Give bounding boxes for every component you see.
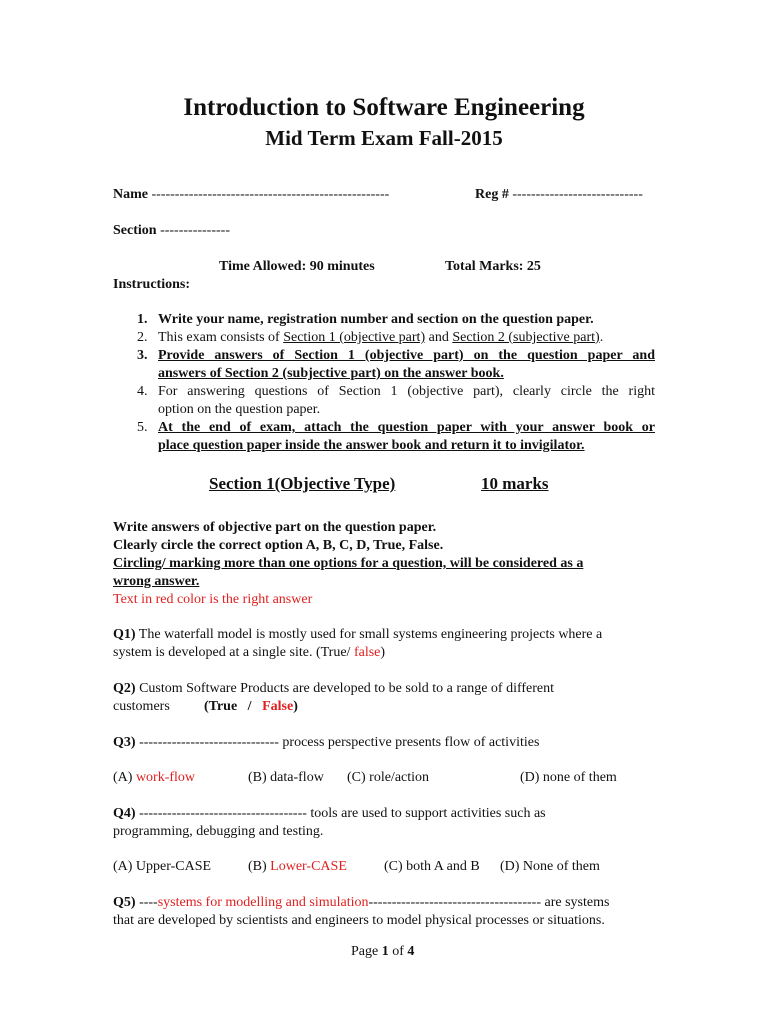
instruction-text: For answering questions of Section 1 (objective part), clearly circle the right: [158, 384, 655, 399]
section-title: Section 1(Objective Type): [209, 474, 396, 493]
question-5-line2: that are developed by scientists and engineers to model physical processes or situations.: [113, 913, 605, 928]
section-note: Write answers of objective part on the question paper.: [113, 520, 437, 535]
instruction-text: place question paper inside the answer book and return it to invigilator.: [158, 438, 585, 453]
time-allowed: Time Allowed: 90 minutes: [219, 259, 375, 274]
instruction-text: At the end of exam, attach the question paper with your answer book or: [158, 420, 655, 435]
total-marks: Total Marks: 25: [445, 259, 541, 274]
option-d: (D) none of them: [520, 770, 617, 785]
option-b: (B) data-flow: [248, 770, 324, 785]
page-number: Page 1 of 4: [351, 944, 415, 959]
instruction-text: Write your name, registration number and section on the question paper.: [158, 312, 594, 327]
question-4-line2: programming, debugging and testing.: [113, 824, 324, 839]
instruction-number: 3.: [137, 348, 148, 363]
question-1-line2: system is developed at a single site. (True/ false): [113, 645, 386, 660]
correct-answer: Lower-CASE: [270, 859, 347, 874]
correct-answer: systems for modelling and simulation: [157, 895, 369, 910]
option-a: (A) Upper-CASE: [113, 859, 212, 874]
section-field: Section ---------------: [113, 223, 230, 238]
instruction-number: 5.: [137, 420, 148, 435]
question-4: Q4) ------------------------------------ tools are used to support activities such as: [113, 806, 546, 821]
instruction-number: 1.: [137, 312, 148, 327]
section-marks: 10 marks: [481, 474, 549, 493]
instruction-number: 2.: [137, 330, 148, 345]
question-2: Q2) Custom Software Products are developed to be sold to a range of different: [113, 681, 555, 696]
answer-key-note: Text in red color is the right answer: [113, 592, 313, 607]
correct-answer: False: [262, 699, 294, 714]
instruction-number: 4.: [137, 384, 148, 399]
correct-answer: false: [353, 645, 381, 660]
correct-answer: work-flow: [135, 770, 196, 785]
name-field: Name ---------------------------------------------------: [113, 187, 390, 202]
question-5: Q5) ----systems for modelling and simulation------------------------------------- are systems: [113, 895, 610, 910]
question-2-options: (True / False): [204, 699, 298, 714]
instruction-text: This exam consists of Section 1 (objective part) and Section 2 (subjective part).: [158, 330, 604, 345]
reg-field: Reg # ----------------------------: [475, 187, 643, 202]
question-3: Q3) ------------------------------ process perspective presents flow of activities: [113, 735, 540, 750]
page-subtitle: Mid Term Exam Fall-2015: [265, 126, 503, 150]
page-title: Introduction to Software Engineering: [183, 94, 585, 121]
question-1: Q1) The waterfall model is mostly used for small systems engineering projects where a: [113, 627, 603, 642]
section-warning: wrong answer.: [113, 574, 200, 589]
question-2-line2: customers: [113, 699, 170, 714]
instruction-text: option on the question paper.: [158, 402, 321, 417]
instruction-text: answers of Section 2 (subjective part) on the answer book.: [158, 366, 504, 381]
option-c: (C) role/action: [347, 770, 430, 785]
option-a: (A) work-flow: [113, 770, 196, 785]
instructions-heading: Instructions:: [113, 277, 191, 292]
option-d: (D) None of them: [500, 859, 600, 874]
section-warning: Circling/ marking more than one options for a question, will be considered as a: [113, 556, 584, 571]
section-note: Clearly circle the correct option A, B, C, D, True, False.: [113, 538, 444, 553]
option-b: (B) Lower-CASE: [248, 859, 347, 874]
instruction-text: Provide answers of Section 1 (objective part) on the question paper and: [158, 348, 655, 363]
option-c: (C) both A and B: [384, 859, 480, 874]
